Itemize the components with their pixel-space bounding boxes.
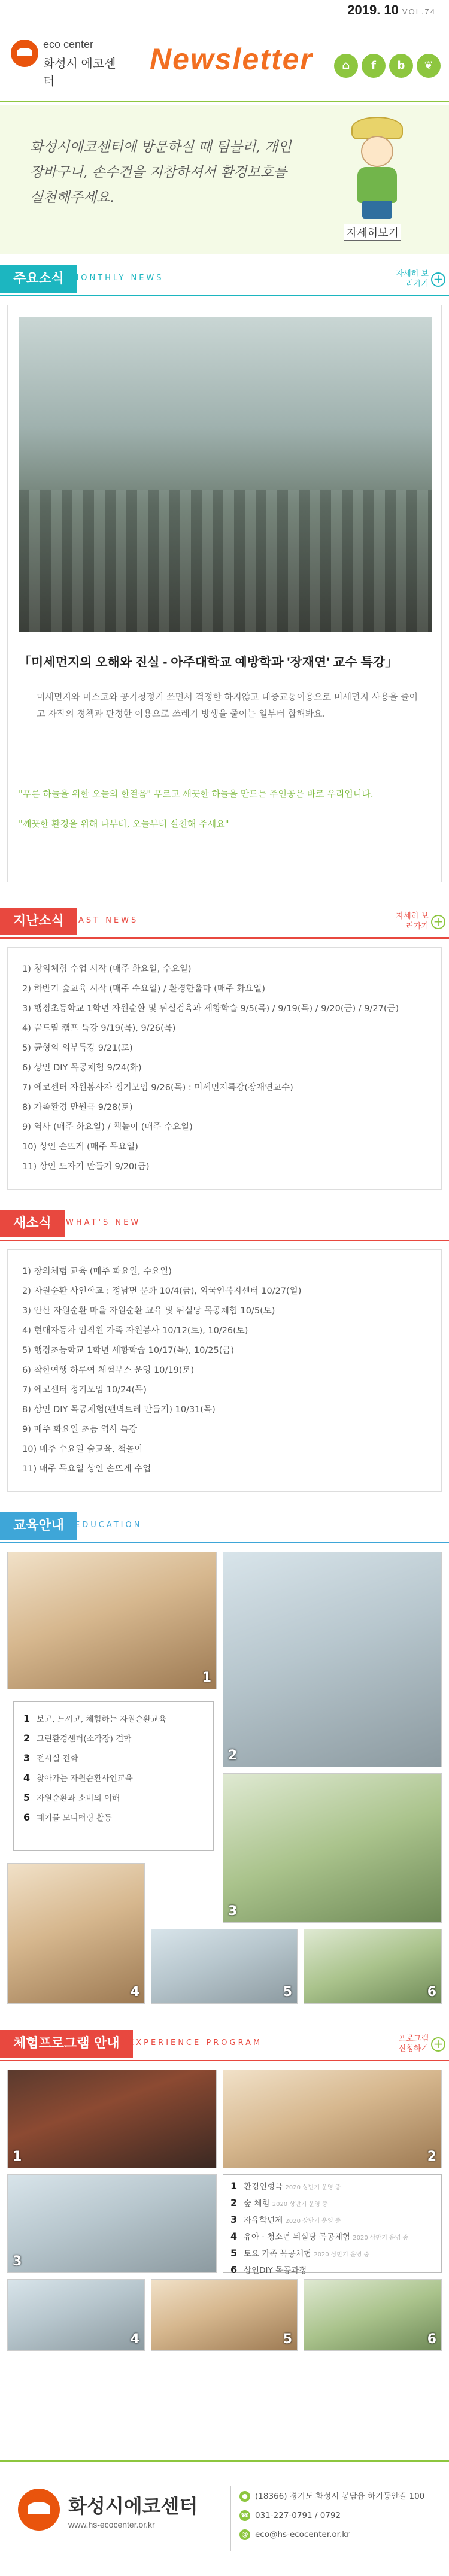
experience-photo: 1	[7, 2070, 217, 2168]
section-more-link[interactable]: 자세히 보러가기	[396, 912, 429, 931]
experience-item: 6 상인DIY 목공과정	[230, 2264, 307, 2275]
social-links	[334, 54, 441, 78]
past-news-item: 4) 꿈드림 캠프 특강 9/19(목), 9/26(목)	[22, 1024, 176, 1033]
section-badge: 새소식	[0, 1210, 65, 1237]
footer	[0, 2460, 449, 2576]
plus-icon[interactable]: +	[431, 915, 445, 929]
education-photo: 5	[151, 1929, 298, 2004]
past-news-item: 11) 상인 도자기 만들기 9/20(금)	[22, 1162, 150, 1172]
blog-icon[interactable]: b	[389, 54, 413, 78]
new-news-list	[7, 1249, 442, 1492]
experience-photo: 2	[223, 2070, 442, 2168]
header-divider	[0, 101, 449, 102]
section-past-news-header	[0, 903, 449, 939]
footer-logo[interactable]	[18, 2489, 216, 2536]
footer-org-name: 화성시에코센터	[68, 2495, 198, 2517]
education-item: 3 전시실 견학	[23, 1752, 78, 1764]
past-news-item: 1) 창의체험 수업 시작 (매주 화요일, 수요일)	[22, 964, 192, 974]
experience-gallery	[7, 2070, 442, 2351]
facebook-icon[interactable]: f	[362, 54, 386, 78]
section-more-link[interactable]: 자세히 보러가기	[396, 269, 429, 289]
footer-url[interactable]: www.hs-ecocenter.or.kr	[68, 2520, 155, 2529]
newsletter-title: Newsletter	[150, 43, 313, 76]
past-news-item: 7) 에코센터 자원봉사자 정기모임 9/26(목) : 미세먼지특강(장재연교수)	[22, 1083, 293, 1093]
new-news-item: 3) 안산 자원순환 마을 자원순환 교육 및 뒤실당 목공체험 10/5(토)	[22, 1306, 275, 1316]
experience-photo: 6	[304, 2279, 442, 2351]
section-eng: EXPERIENCE PROGRAM	[129, 2038, 263, 2047]
section-eng: WHAT'S NEW	[66, 1218, 141, 1227]
logo-mark-icon	[11, 40, 38, 67]
past-news-item: 2) 하반기 숲교육 시작 (매주 수요일) / 환경한울마 (매주 화요일)	[22, 984, 266, 994]
footer-email[interactable]: eco@hs-ecocenter.or.kr	[255, 2530, 350, 2539]
past-news-item: 5) 균형의 외부특강 9/21(토)	[22, 1043, 133, 1053]
leaf-icon[interactable]: ❦	[417, 54, 441, 78]
plus-icon[interactable]: +	[431, 272, 445, 287]
logo-name: 화성시 에코센터	[43, 57, 116, 88]
intro-text: 화성시에코센터에 방문하실 때 텀블러, 개인 장바구니, 손수건을 지참하셔서 환경보호를 실천해주세요.	[30, 139, 292, 205]
footer-phone: 031-227-0791 / 0792	[255, 2511, 341, 2520]
intro-banner	[0, 105, 449, 254]
phone-icon: ☎	[239, 2510, 250, 2521]
experience-item: 1 환경인형극 2020 상반기 운영 중	[230, 2180, 341, 2192]
new-news-item: 9) 매주 화요일 초등 역사 특강	[22, 1425, 138, 1434]
education-photo: 3	[223, 1773, 442, 1923]
education-photo: 2	[223, 1552, 442, 1767]
experience-item: 2 숲 체험 2020 상반기 운영 중	[230, 2197, 328, 2208]
section-badge: 체험프로그램 안내	[0, 2030, 133, 2058]
header	[0, 0, 449, 105]
section-eng: PAST NEWS	[72, 916, 139, 925]
logo-sub: eco center	[43, 38, 94, 50]
section-main-news-header	[0, 260, 449, 296]
past-news-item: 9) 역사 (매주 화요일) / 책놀이 (매주 수요일)	[22, 1122, 193, 1132]
experience-photo: 4	[7, 2279, 145, 2351]
section-eng: EDUCATION	[75, 1521, 142, 1530]
education-caption-card	[13, 1701, 214, 1851]
new-news-item: 4) 현대자동차 임직원 가족 자원봉사 10/12(토), 10/26(토)	[22, 1326, 248, 1336]
footer-address: (18366) 경기도 화성시 봉담읍 하기동안길 100	[255, 2492, 425, 2501]
location-icon: ●	[239, 2491, 250, 2502]
section-badge: 주요소식	[0, 265, 77, 293]
education-item: 5 자원순환과 소비의 이해	[23, 1792, 120, 1803]
education-item: 6 폐기물 모니터링 활동	[23, 1812, 112, 1823]
new-news-item: 7) 에코센터 정기모임 10/24(목)	[22, 1385, 147, 1395]
news-body: 미세먼지와 미스코와 공기청정기 쓰면서 걱정한 하지않고 대중교통이용으로 미세먼지 사용을 줄이고 자작의 정책과 판정한 이용으로 쓰레기 방생을 줄이는 일부터 합해봐요.	[37, 691, 418, 719]
footer-contact	[239, 2487, 443, 2544]
experience-item: 5 토요 가족 목공체험 2020 상반기 운영 중	[230, 2247, 370, 2259]
plus-icon[interactable]: +	[431, 2037, 445, 2052]
education-photo: 4	[7, 1863, 145, 2004]
issue-date: 2019. 10 VOL.74	[347, 2, 436, 17]
new-news-item: 2) 자원순환 사인학교 : 정남면 문화 10/4(금), 외국인복지센터 10/27(일)	[22, 1287, 302, 1296]
section-education-header	[0, 1507, 449, 1543]
past-news-list	[7, 947, 442, 1190]
education-item: 4 찾아가는 자원순환사인교육	[23, 1772, 133, 1783]
new-news-item: 6) 착한여행 하루여 체험부스 운영 10/19(토)	[22, 1366, 195, 1375]
news-quote: "푸른 하늘을 위한 오늘의 한걸음" 푸르고 깨끗한 하늘을 만드는 주인공은 바로 우리입니다.	[19, 788, 374, 799]
education-gallery	[7, 1552, 442, 2010]
new-news-item: 11) 매주 목요일 상인 손뜨게 수업	[22, 1464, 151, 1474]
logo-mark-icon	[18, 2489, 60, 2531]
education-item: 2 그린환경센터(소각장) 견학	[23, 1732, 132, 1744]
experience-caption-card	[223, 2174, 442, 2273]
education-photo: 6	[304, 1929, 442, 2004]
past-news-item: 3) 행정초등학교 1학년 자원순환 및 뒤실검육과 세향학습 9/5(목) / 9/19(목) / 9/20(금) / 9/27(금)	[22, 1004, 399, 1014]
new-news-item: 5) 행정초등학교 1학년 세향학습 10/17(목), 10/25(금)	[22, 1346, 235, 1355]
main-news-card	[7, 305, 442, 882]
past-news-item: 8) 가족환경 만원극 9/28(토)	[22, 1103, 133, 1112]
experience-photo: 3	[7, 2174, 217, 2273]
home-icon[interactable]: ⌂	[334, 54, 358, 78]
education-photo: 1	[7, 1552, 217, 1689]
intro-more-link[interactable]: 자세히보기	[344, 224, 401, 241]
new-news-item: 8) 상인 DIY 목공체험(팬벽트레 만들기) 10/31(목)	[22, 1405, 216, 1415]
experience-item: 3 자유학년제 2020 상반기 운영 중	[230, 2214, 341, 2225]
mascot-illustration	[344, 117, 410, 222]
section-new-news-header	[0, 1205, 449, 1241]
news-quote: "깨끗한 환경을 위해 나부터, 오늘부터 실천해 주세요"	[19, 818, 229, 829]
new-news-item: 1) 창의체험 교육 (매주 화요일, 수요일)	[22, 1267, 172, 1276]
section-badge: 지난소식	[0, 908, 77, 935]
section-eng: MONTHLY NEWS	[72, 274, 164, 283]
past-news-item: 6) 상인 DIY 목공체험 9/24(화)	[22, 1063, 142, 1073]
eco-center-logo[interactable]	[11, 36, 119, 88]
email-icon: @	[239, 2529, 250, 2540]
section-badge: 교육안내	[0, 1512, 77, 1540]
past-news-item: 10) 상인 손뜨게 (매주 목요일)	[22, 1142, 138, 1152]
program-apply-link[interactable]: 프로그램 신청하기	[398, 2034, 429, 2053]
experience-item: 4 유아 · 청소년 뒤실당 목공체험 2020 상반기 운영 중	[230, 2231, 409, 2242]
education-item: 1 보고, 느끼고, 체험하는 자원순환교육	[23, 1713, 167, 1724]
lecture-photo	[19, 317, 432, 632]
new-news-item: 10) 매주 수요일 숲교육, 책놀이	[22, 1445, 143, 1454]
experience-photo: 5	[151, 2279, 298, 2351]
section-experience-header	[0, 2025, 449, 2061]
news-title: 「미세먼지의 오해와 진실 - 아주대학교 예방학과 '장재연' 교수 특강」	[19, 656, 398, 669]
